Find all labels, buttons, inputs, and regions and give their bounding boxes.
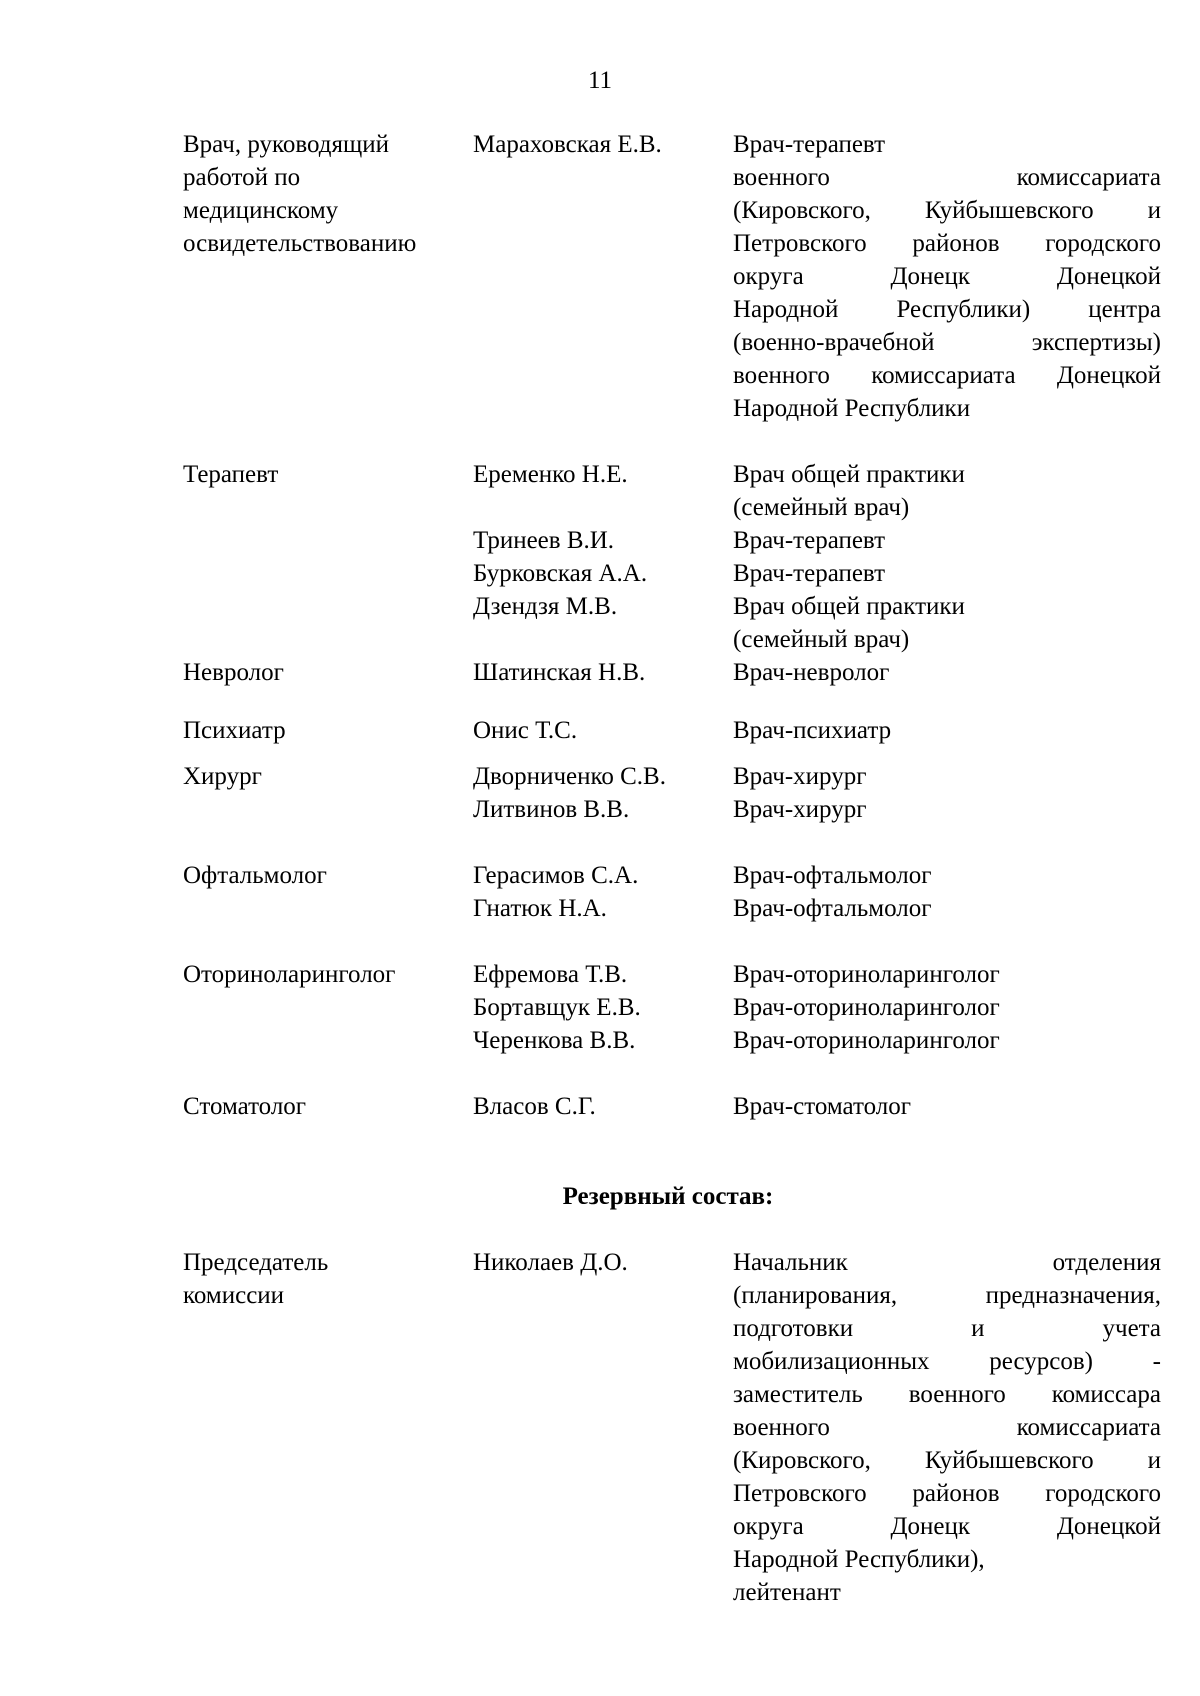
person-name: Герасимов С.А. bbox=[473, 862, 639, 889]
reserve-heading: Резервный состав: bbox=[562, 1183, 774, 1210]
position-line: Врач-оториноларинголог bbox=[733, 994, 1000, 1021]
role-line: комиссии bbox=[183, 1282, 285, 1309]
position-line: Народной Республики), bbox=[733, 1546, 985, 1573]
position-line: Врач общей практики bbox=[733, 593, 965, 620]
page-number: 11 bbox=[587, 67, 613, 94]
person-name: Гнатюк Н.А. bbox=[473, 895, 607, 922]
position-line: (Кировского, Куйбышевского и bbox=[733, 1447, 1161, 1474]
person-name: Дзендзя М.В. bbox=[473, 593, 618, 620]
position-line: Начальник отделения bbox=[733, 1249, 1161, 1276]
role-line: Оториноларинголог bbox=[183, 961, 396, 988]
position-line: подготовки и учета bbox=[733, 1315, 1161, 1342]
role-line: Стоматолог bbox=[183, 1093, 307, 1120]
role-line: Невролог bbox=[183, 659, 284, 686]
position-line: Врач-хирург bbox=[733, 796, 867, 823]
position-line: округа Донецк Донецкой bbox=[733, 1513, 1161, 1540]
position-line: Врач-терапевт bbox=[733, 560, 886, 587]
position-line: военного комиссариата bbox=[733, 164, 1161, 191]
person-name: Мараховская Е.В. bbox=[473, 131, 662, 158]
role-line: Психиатр bbox=[183, 717, 286, 744]
position-line: военного комиссариата bbox=[733, 1414, 1161, 1441]
position-line: (Кировского, Куйбышевского и bbox=[733, 197, 1161, 224]
position-line: Врач-оториноларинголог bbox=[733, 961, 1000, 988]
role-line: Хирург bbox=[183, 763, 262, 790]
person-name: Власов С.Г. bbox=[473, 1093, 596, 1120]
position-line: Врач-стоматолог bbox=[733, 1093, 911, 1120]
person-name: Тринеев В.И. bbox=[473, 527, 615, 554]
person-name: Онис Т.С. bbox=[473, 717, 578, 744]
person-name: Ефремова Т.В. bbox=[473, 961, 628, 988]
role-line: освидетельствованию bbox=[183, 230, 417, 257]
position-line: мобилизационных ресурсов) - bbox=[733, 1348, 1161, 1375]
position-line: Врач-офтальмолог bbox=[733, 895, 932, 922]
position-line: Врач-терапевт bbox=[733, 131, 886, 158]
position-line: Петровского районов городского bbox=[733, 230, 1161, 257]
position-line: заместитель военного комиссара bbox=[733, 1381, 1161, 1408]
role-line: Председатель bbox=[183, 1249, 329, 1276]
person-name: Шатинская Н.В. bbox=[473, 659, 646, 686]
position-line: Врач-хирург bbox=[733, 763, 867, 790]
person-name: Бурковская А.А. bbox=[473, 560, 648, 587]
position-line: (планирования, предназначения, bbox=[733, 1282, 1161, 1309]
position-line: Врач-офтальмолог bbox=[733, 862, 932, 889]
position-line: Врач-оториноларинголог bbox=[733, 1027, 1000, 1054]
person-name: Дворниченко С.В. bbox=[473, 763, 666, 790]
role-line: Врач, руководящий bbox=[183, 131, 390, 158]
role-line: Терапевт bbox=[183, 461, 279, 488]
position-line: (семейный врач) bbox=[733, 626, 910, 653]
role-line: Офтальмолог bbox=[183, 862, 327, 889]
position-line: (военно-врачебной экспертизы) bbox=[733, 329, 1161, 356]
person-name: Черенкова В.В. bbox=[473, 1027, 636, 1054]
person-name: Бортавщук Е.В. bbox=[473, 994, 641, 1021]
position-line: лейтенант bbox=[733, 1579, 841, 1606]
role-line: медицинскому bbox=[183, 197, 339, 224]
position-line: Врач-невролог bbox=[733, 659, 890, 686]
position-line: Врач-психиатр bbox=[733, 717, 892, 744]
role-line: работой по bbox=[183, 164, 301, 191]
position-line: Петровского районов городского bbox=[733, 1480, 1161, 1507]
person-name: Николаев Д.О. bbox=[473, 1249, 628, 1276]
position-line: военного комиссариата Донецкой bbox=[733, 362, 1161, 389]
position-line: Врач-терапевт bbox=[733, 527, 886, 554]
position-line: (семейный врач) bbox=[733, 494, 910, 521]
person-name: Еременко Н.Е. bbox=[473, 461, 628, 488]
person-name: Литвинов В.В. bbox=[473, 796, 630, 823]
position-line: Народной Республики bbox=[733, 395, 971, 422]
position-line: округа Донецк Донецкой bbox=[733, 263, 1161, 290]
position-line: Врач общей практики bbox=[733, 461, 965, 488]
position-line: Народной Республики) центра bbox=[733, 296, 1161, 323]
